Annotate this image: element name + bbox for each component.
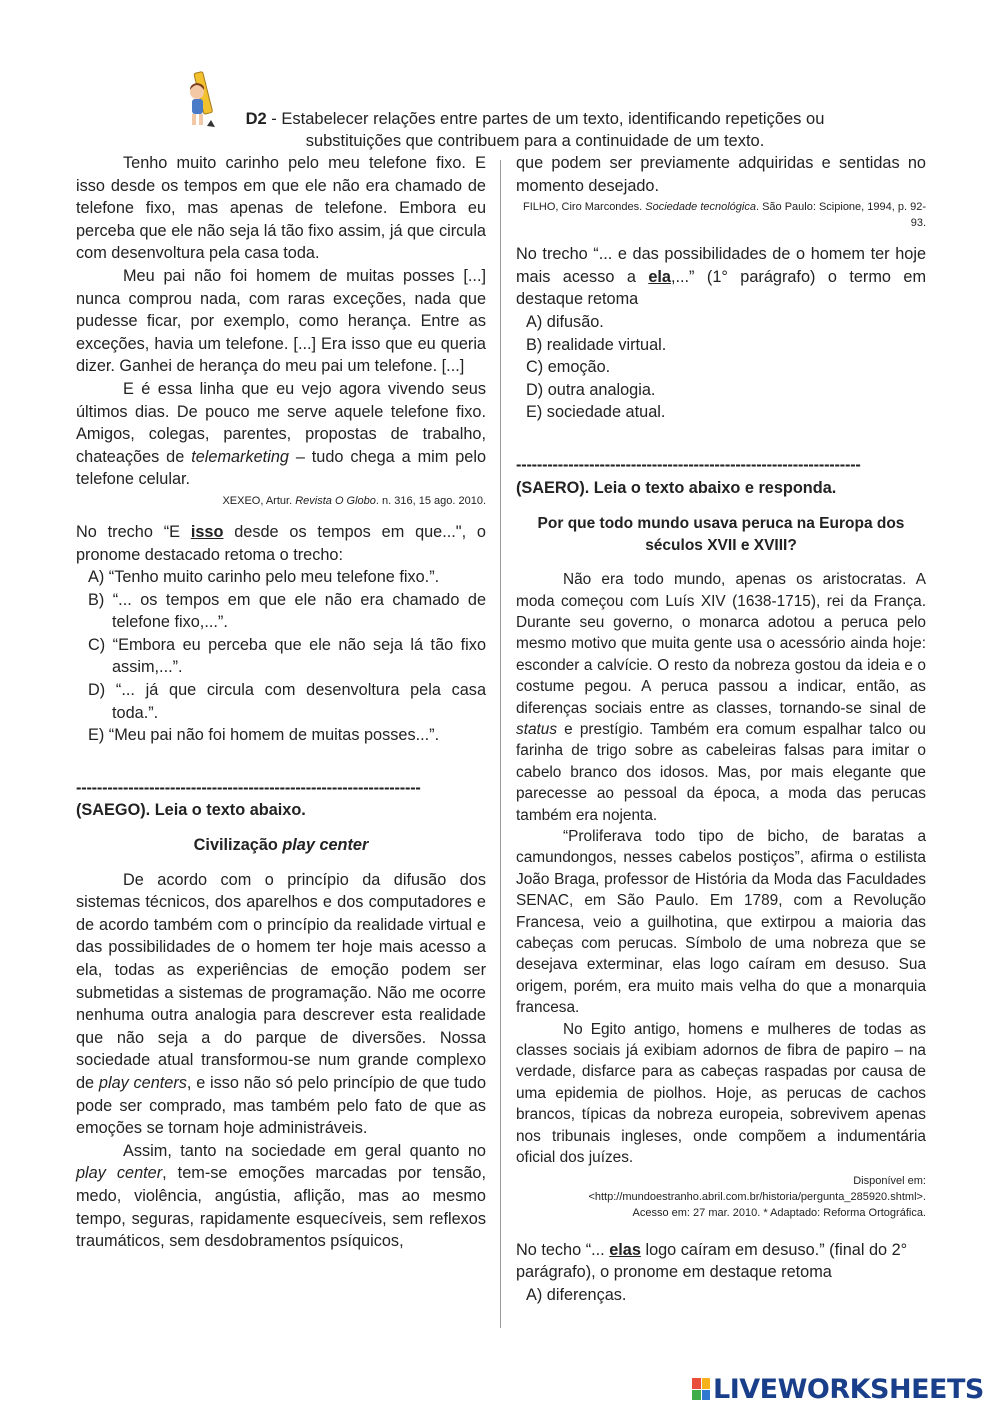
text3-title: Por que todo mundo usava peruca na Europa dos séculos XVII e XVIII? xyxy=(537,515,905,555)
q3-stem: No techo “... elas logo caíram em desuso.” (final do 2° parágrafo), o pronome em destaque retoma xyxy=(516,1240,908,1282)
liveworksheets-logo[interactable] xyxy=(692,1374,984,1404)
q1-option-e[interactable]: E) “Meu pai não foi homem de muitas posses...”. xyxy=(88,726,440,745)
q3-option-a[interactable]: A) diferenças. xyxy=(526,1285,627,1304)
text2-paragraph-2-continued: que podem ser previamente adquiridas e sentidas no momento desejado. xyxy=(516,154,926,195)
logo-square-4 xyxy=(702,1390,711,1401)
text3-paragraph-2: “Proliferava todo tipo de bicho, de baratas a camundongos, nesses cabelos postiços”, afirma o estilista João Braga, professor de História da Moda das Faculdades SENAC, em São Paulo. Em 1789, com a Revolução Francesa, veio a guilhotina, que extirpou a maioria das cabeças com perucas. Símbolo de uma nobreza que se desejava exterminar, elas logo caíram em desuso. Sua origem, porém, era muito mais velha do que a monarquia francesa. xyxy=(516,828,926,1017)
separator-line-2: ------------------------------------------------------------------ xyxy=(516,455,861,474)
text2-title: Civilização play center xyxy=(193,836,369,855)
logo-square-1 xyxy=(692,1378,701,1389)
skill-line2: substituições que contribuem para a continuidade de um texto. xyxy=(305,132,765,150)
text2-source: FILHO, Ciro Marcondes. Sociedade tecnológica. São Paulo: Scipione, 1994, p. 92-93. xyxy=(523,201,926,230)
text3-intro: (SAERO). Leia o texto abaixo e responda. xyxy=(516,478,837,497)
liveworksheets-logo-icon xyxy=(692,1378,710,1400)
text3-paragraph-1: Não era todo mundo, apenas os aristocratas. A moda começou com Luís XIV (1638-1715), rei da França. Durante seu governo, o monarca adotou a peruca pelo mesmo motivo que muita gente usa o acessório ainda hoje: esconder a calvície. O resto da nobreza gostou da ideia e o costume pegou. A peruca passou a indicar, então, as diferenças sociais entre as classes, tornando-se sinal de status e prestígio. Também era comum espalhar talco ou farinha de trigo sobre as cabeleiras falsas para imitar o cabelo branco dos idosos. Mas, por mais elegante que parecesse ao pessoal da época, a moda das perucas também era nojenta. xyxy=(516,571,926,824)
q2-option-a[interactable]: A) difusão. xyxy=(526,312,604,331)
q2-option-c[interactable]: C) emoção. xyxy=(526,358,611,377)
text3-paragraph-3: No Egito antigo, homens e mulheres de todas as classes sociais já exibiam adornos de fibra de papiro – na verdade, disfarce para as cabeças raspadas por causa de uma epidemia de piolhos. Hoje, as perucas de cachos brancos, típicas da nobreza europeia, sobrevivem apenas nos tribunais ingleses, onde compõem a indumentária oficial dos juízes. xyxy=(516,1020,926,1167)
q1-option-d[interactable]: D) “... já que circula com desenvoltura pela casa toda.”. xyxy=(88,681,486,722)
separator-line: ------------------------------------------------------------------ xyxy=(76,778,421,797)
q2-option-e[interactable]: E) sociedade atual. xyxy=(526,403,666,422)
text3-source-line-2: <http://mundoestranho.abril.com.br/historia/pergunta_285920.shtml>. xyxy=(588,1190,926,1203)
left-column xyxy=(76,152,486,1253)
q2-option-b[interactable]: B) realidade virtual. xyxy=(526,335,667,354)
text2-paragraph-2: Assim, tanto na sociedade em geral quanto no play center, tem-se emoções marcadas por tensão, medo, violência, angústia, aflição, mas ao mesmo tempo, seguras, rapidamente esquecíveis, sem reflexos traumáticos, sem desdobramentos psíquicos, xyxy=(76,1141,486,1251)
text1-paragraph-2: Meu pai não foi homem de muitas posses [...] nunca comprou nada, com raras exceções, nada que pudesse ficar, por exemplo, como herança. Entre as exceções, havia um telefone. [...] Era isso que eu queria dizer. Ganhei de herança do meu pai um telefone. [...] xyxy=(76,266,486,376)
q1-option-a[interactable]: A) “Tenho muito carinho pelo meu telefone fixo.”. xyxy=(88,568,440,587)
text1-paragraph-1: Tenho muito carinho pelo meu telefone fixo. E isso desde os tempos em que ele não era chamado de telefone fixo, mas apenas de telefone. Embora eu perceba que ele não seja lá tão fixo assim, já que circula com desenvoltura pela casa toda. xyxy=(76,154,486,263)
text1-paragraph-3: E é essa linha que eu vejo agora vivendo seus últimos dias. De pouco me serve aquele telefone fixo. Amigos, colegas, parentes, propostas de trabalho, chateações de telemarketing – tudo chega a mim pelo telefone celular. xyxy=(76,379,486,489)
text3-source-line-3: Acesso em: 27 mar. 2010. * Adaptado: Reforma Ortográfica. xyxy=(632,1206,926,1219)
q1-stem: No trecho “E isso desde os tempos em que...", o pronome destacado retoma o trecho: xyxy=(76,522,486,564)
skill-line1: - Estabelecer relações entre partes de um texto, identificando repetições ou xyxy=(266,110,825,128)
skill-header xyxy=(150,108,920,152)
q2-option-d[interactable]: D) outra analogia. xyxy=(526,380,656,399)
q2-stem: No trecho “... e das possibilidades de o homem ter hoje mais acesso a ela,...” (1° parágrafo) o termo em destaque retoma xyxy=(516,245,927,309)
text3-source-line-1: Disponível em: xyxy=(853,1174,926,1187)
text2-intro: (SAEGO). Leia o texto abaixo. xyxy=(76,801,306,820)
text2-paragraph-1: De acordo com o princípio da difusão dos sistemas técnicos, dos aparelhos e dos computadores e de acordo também com o princípio da realidade virtual e das possibilidades de o homem ter hoje mais acesso a ela, todas as experiências de emoção podem ser submetidas a sistemas de programação. Não me ocorre nenhuma outra analogia para descrever esta realidade que não seja a do parque de diversões. Nossa sociedade atual transformou-se num grande complexo de play centers, e isso não só pelo princípio de que tudo pode ser comprado, mas também pelo fato de que as emoções se tornam hoje administráveis. xyxy=(76,870,486,1138)
liveworksheets-logo-text: LIVEWORKSHEETS xyxy=(713,1373,984,1405)
skill-code: D2 xyxy=(245,110,267,128)
column-divider xyxy=(500,160,501,1328)
q1-option-c[interactable]: C) “Embora eu perceba que ele não seja lá tão fixo assim,...”. xyxy=(88,635,486,677)
logo-square-2 xyxy=(702,1378,711,1389)
text1-source: XEXEO, Artur. Revista O Globo. n. 316, 15 ago. 2010. xyxy=(222,494,486,507)
right-column xyxy=(516,152,926,1306)
q1-option-b[interactable]: B) “... os tempos em que ele não era chamado de telefone fixo,...”. xyxy=(88,590,486,632)
logo-square-3 xyxy=(692,1390,701,1401)
